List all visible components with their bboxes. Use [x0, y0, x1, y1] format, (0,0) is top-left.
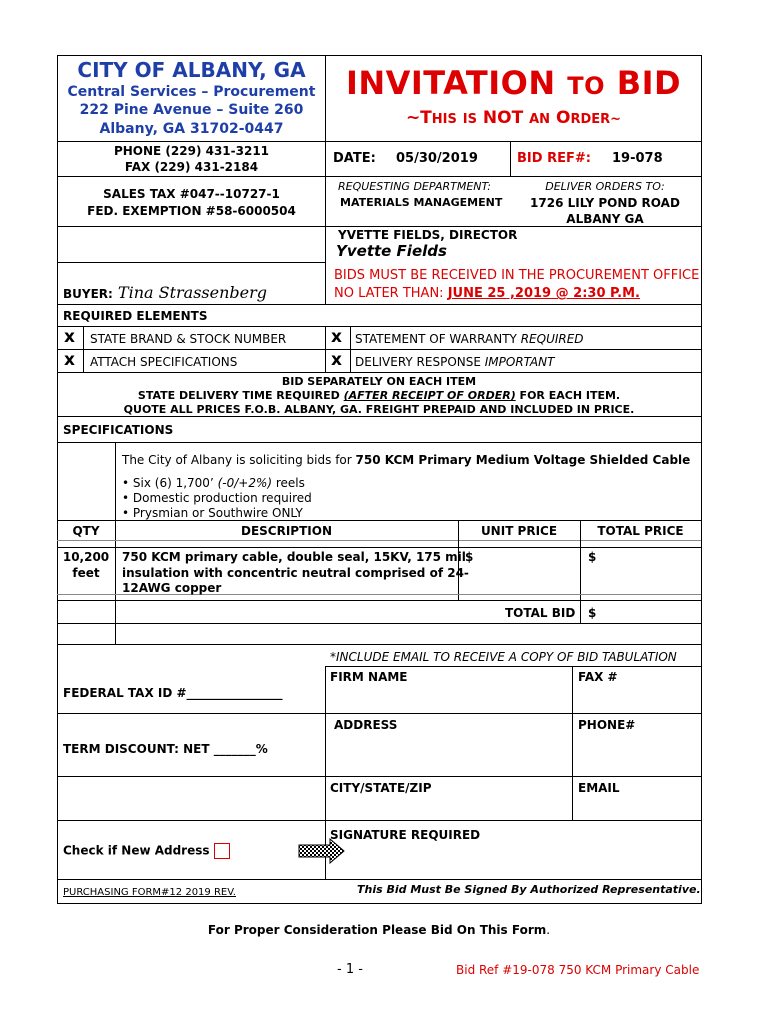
- deliver-to-line-1: 1726 LILY POND ROAD: [530, 196, 680, 210]
- instruction-line-1: BID SEPARATELY ON EACH ITEM: [281, 375, 477, 388]
- term-discount-field[interactable]: TERM DISCOUNT: NET _______%: [63, 742, 268, 756]
- total-bid-label: TOTAL BID: [505, 606, 576, 620]
- required-elements-title: REQUIRED ELEMENTS: [63, 309, 208, 323]
- email-tabulation-note: *INCLUDE EMAIL TO RECEIVE A COPY OF BID TABULATION: [330, 650, 677, 664]
- deadline-line-1: BIDS MUST BE RECEIVED IN THE PROCUREMENT OFFICE: [334, 268, 700, 283]
- email-field[interactable]: EMAIL: [578, 781, 620, 795]
- spec-bullet-reels: • Six (6) 1,700’ (-0/+2%) reels: [122, 476, 305, 490]
- buyer-name: Tina Strassenberg: [117, 283, 268, 302]
- deliver-to-line-2: ALBANY GA: [566, 212, 644, 226]
- checkered-arrow-icon: [298, 838, 346, 864]
- address-field[interactable]: ADDRESS: [334, 718, 398, 732]
- required-item-warranty: STATEMENT OF WARRANTY REQUIRED: [355, 332, 584, 346]
- not-an-order-subtitle: ~THIS IS NOT AN ORDER~: [405, 108, 622, 128]
- director-signature: Yvette Fields: [336, 242, 447, 260]
- instruction-line-3: QUOTE ALL PRICES F.O.B. ALBANY, GA. FREIGHT PREPAID AND INCLUDED IN PRICE.: [123, 403, 635, 416]
- city-state-zip-field[interactable]: CITY/STATE/ZIP: [330, 781, 432, 795]
- total-bid-value[interactable]: $: [588, 606, 597, 620]
- footer-bid-ref: Bid Ref #19-078 750 KCM Primary Cable: [456, 963, 700, 977]
- address-line-1: 222 Pine Avenue – Suite 260: [79, 102, 304, 118]
- phone-number: PHONE (229) 431-3211: [113, 144, 270, 158]
- fax-number: FAX (229) 431-2184: [124, 160, 259, 174]
- bid-ref-label: BID REF#:: [517, 151, 591, 166]
- row-unit-price[interactable]: $: [465, 550, 474, 564]
- firm-name-field[interactable]: FIRM NAME: [330, 670, 408, 684]
- x-mark: x: [331, 327, 342, 347]
- department-name: Central Services – Procurement: [67, 84, 316, 100]
- row-qty-value: 10,200: [62, 550, 110, 564]
- fed-exemption: FED. EXEMPTION #58-6000504: [87, 204, 296, 218]
- col-header-description: DESCRIPTION: [240, 524, 332, 538]
- deadline-line-2: NO LATER THAN: JUNE 25 ,2019 @ 2:30 P.M.: [334, 286, 640, 301]
- fax-field[interactable]: FAX #: [578, 670, 618, 684]
- deadline-date: JUNE 25 ,2019 @ 2:30 P.M.: [447, 286, 640, 301]
- spec-intro: The City of Albany is soliciting bids for 750 KCM Primary Medium Voltage Shielded Cable: [122, 453, 691, 467]
- spec-bullet-brands: • Prysmian or Southwire ONLY: [122, 506, 303, 520]
- consideration-note: For Proper Consideration Please Bid On This Form.: [207, 923, 551, 937]
- required-item-brand-stock: STATE BRAND & STOCK NUMBER: [90, 332, 287, 346]
- x-mark: x: [64, 327, 75, 347]
- col-header-total-price: TOTAL PRICE: [597, 524, 684, 538]
- federal-tax-id-field[interactable]: FEDERAL TAX ID #________________: [63, 686, 283, 700]
- instruction-line-2: STATE DELIVERY TIME REQUIRED (AFTER RECEIPT OF ORDER) FOR EACH ITEM.: [137, 389, 621, 402]
- signature-required-field[interactable]: SIGNATURE REQUIRED: [330, 828, 481, 842]
- row-total-price[interactable]: $: [588, 550, 597, 564]
- row-description-line-3: 12AWG copper: [122, 581, 222, 595]
- requesting-dept-value: MATERIALS MANAGEMENT: [340, 196, 503, 209]
- deliver-to-label: DELIVER ORDERS TO:: [545, 180, 665, 193]
- phone-field[interactable]: PHONE#: [578, 718, 636, 732]
- x-mark: x: [64, 350, 75, 370]
- buyer-label: BUYER:: [63, 287, 113, 301]
- buyer: [63, 283, 267, 302]
- address-line-2: Albany, GA 31702-0447: [99, 121, 284, 137]
- sales-tax: SALES TAX #047--10727-1: [103, 187, 280, 201]
- row-qty-unit: feet: [72, 566, 100, 580]
- invitation-title: INVITATION TO BID: [345, 64, 682, 102]
- row-description-line-1: 750 KCM primary cable, double seal, 15KV, 175 mil: [122, 550, 466, 564]
- spec-bullet-domestic: • Domestic production required: [122, 491, 312, 505]
- col-header-unit-price: UNIT PRICE: [480, 524, 558, 538]
- col-header-qty: QTY: [72, 524, 100, 538]
- new-address-checkbox-row[interactable]: [63, 843, 230, 859]
- row-description-line-2: insulation with concentric neutral comprised of 24-: [122, 566, 469, 580]
- city-title: CITY OF ALBANY, GA: [77, 58, 306, 82]
- required-item-specifications: ATTACH SPECIFICATIONS: [90, 355, 238, 369]
- specifications-title: SPECIFICATIONS: [63, 423, 174, 437]
- signed-by-note: This Bid Must Be Signed By Authorized Representative.: [357, 883, 701, 896]
- requesting-dept-label: REQUESTING DEPARTMENT:: [338, 180, 491, 193]
- date-value: 05/30/2019: [396, 151, 478, 166]
- x-mark: x: [331, 350, 342, 370]
- page-number: - 1 -: [337, 962, 363, 977]
- director-title: YVETTE FIELDS, DIRECTOR: [338, 228, 518, 242]
- checkbox-icon[interactable]: [214, 843, 230, 859]
- bid-ref-value: 19-078: [612, 151, 663, 166]
- date-label: DATE:: [333, 151, 376, 166]
- required-item-delivery: DELIVERY RESPONSE IMPORTANT: [355, 355, 555, 369]
- new-address-label: Check if New Address: [63, 843, 210, 858]
- form-number: PURCHASING FORM#12 2019 REV.: [63, 887, 236, 898]
